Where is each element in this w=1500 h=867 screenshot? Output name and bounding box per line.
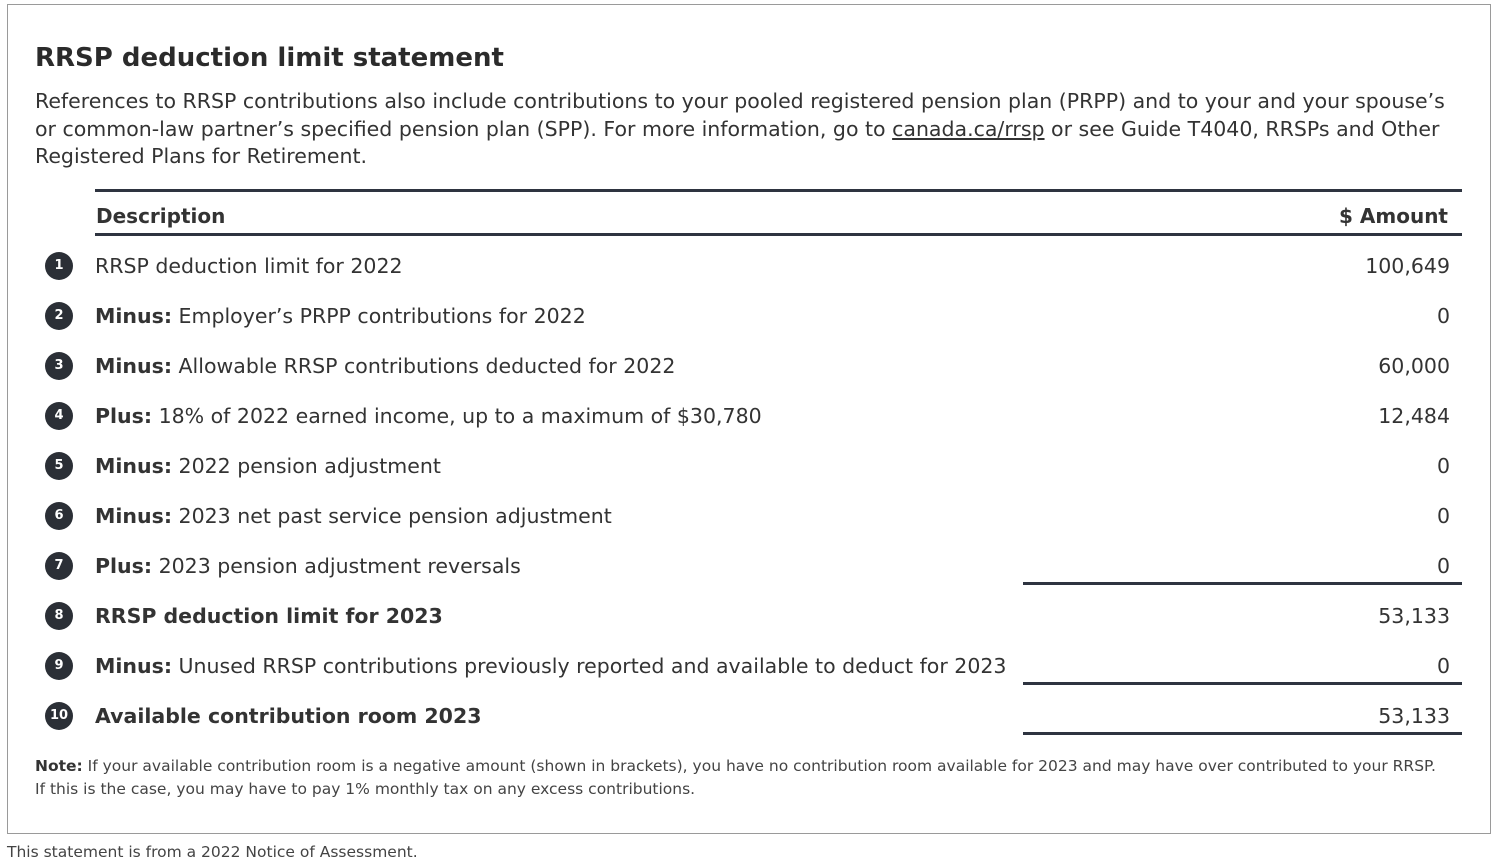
row-prefix: Plus: xyxy=(95,404,153,428)
row-number-badge: 1 xyxy=(45,252,73,280)
row-number-badge: 2 xyxy=(45,302,73,330)
row-description xyxy=(95,641,1006,691)
row-number-badge: 3 xyxy=(45,352,73,380)
row-number-badge: 4 xyxy=(45,402,73,430)
row-number-badge: 7 xyxy=(45,552,73,580)
row-text: 2023 pension adjustment reversals xyxy=(152,554,521,578)
row-amount: 100,649 xyxy=(1365,254,1450,278)
row-text: 2023 net past service pension adjustment xyxy=(172,504,612,528)
statement-panel xyxy=(7,4,1491,834)
table-header-rule xyxy=(95,233,1462,236)
note-line-1: If your available contribution room is a negative amount (shown in brackets), you have no contribution room available for 2023 and may have over contributed to your RRSP. xyxy=(82,757,1436,775)
row-description xyxy=(95,291,586,341)
table-row xyxy=(8,491,1492,541)
row-amount: 0 xyxy=(1436,654,1450,678)
row-amount: 0 xyxy=(1436,504,1450,528)
row-amount: 0 xyxy=(1436,454,1450,478)
row-description xyxy=(95,491,612,541)
row-text: RRSP deduction limit for 2022 xyxy=(95,254,403,278)
row-text: 2022 pension adjustment xyxy=(172,454,441,478)
row-prefix: Minus: xyxy=(95,654,173,678)
row-amount: 53,133 xyxy=(1378,704,1450,728)
row-description xyxy=(95,541,521,591)
intro-text: References to RRSP contributions also include contributions to your pooled registered pension plan (PRPP) and to your and your spouse’s or common-law partner’s specified pension plan (SPP). For more information, go to xyxy=(35,89,1445,141)
table-row xyxy=(8,241,1492,291)
table-row xyxy=(8,391,1492,441)
table-top-rule xyxy=(95,189,1462,192)
row-amount: 53,133 xyxy=(1378,604,1450,628)
row-text: Available contribution room 2023 xyxy=(95,704,482,728)
row-amount: 0 xyxy=(1436,304,1450,328)
row-text: 18% of 2022 earned income, up to a maximum of $30,780 xyxy=(152,404,762,428)
note-line-2: If this is the case, you may have to pay 1% monthly tax on any excess contributions. xyxy=(35,780,696,798)
page-title: RRSP deduction limit statement xyxy=(35,43,504,73)
subtotal-rule xyxy=(1023,582,1462,585)
footer-caption: This statement is from a 2022 Notice of Assessment. xyxy=(7,843,418,861)
row-number-badge: 9 xyxy=(45,652,73,680)
note-label: Note: xyxy=(35,757,83,775)
subtotal-rule xyxy=(1023,682,1462,685)
row-text: Unused RRSP contributions previously reported and available to deduct for 2023 xyxy=(172,654,1007,678)
table-row xyxy=(8,291,1492,341)
row-description xyxy=(95,241,403,291)
row-prefix: Minus: xyxy=(95,304,173,328)
note-paragraph xyxy=(35,755,1455,801)
table-row xyxy=(8,441,1492,491)
row-number-badge: 5 xyxy=(45,452,73,480)
table-row xyxy=(8,341,1492,391)
intro-text-end: or see Guide T4040, RRSPs and Other Registered Plans for Retirement. xyxy=(35,116,1440,168)
column-header-description: Description xyxy=(96,204,226,228)
row-number-badge: 8 xyxy=(45,602,73,630)
row-prefix: Minus: xyxy=(95,354,173,378)
row-description xyxy=(95,591,443,641)
row-text: Allowable RRSP contributions deducted for 2022 xyxy=(172,354,676,378)
total-rule xyxy=(1023,732,1462,735)
row-number-badge: 6 xyxy=(45,502,73,530)
row-description xyxy=(95,441,441,491)
intro-paragraph xyxy=(35,88,1460,171)
row-text: RRSP deduction limit for 2023 xyxy=(95,604,443,628)
row-description xyxy=(95,691,481,741)
row-number-badge: 10 xyxy=(45,702,73,730)
row-amount: 12,484 xyxy=(1378,404,1450,428)
row-description xyxy=(95,391,762,441)
row-prefix: Minus: xyxy=(95,454,173,478)
column-header-amount: $ Amount xyxy=(1339,204,1448,228)
rrsp-link[interactable]: canada.ca/rrsp xyxy=(892,116,1045,141)
row-prefix: Plus: xyxy=(95,554,153,578)
row-amount: 0 xyxy=(1436,554,1450,578)
row-text: Employer’s PRPP contributions for 2022 xyxy=(172,304,586,328)
row-description xyxy=(95,341,675,391)
row-amount: 60,000 xyxy=(1378,354,1450,378)
row-prefix: Minus: xyxy=(95,504,173,528)
table-row xyxy=(8,591,1492,641)
